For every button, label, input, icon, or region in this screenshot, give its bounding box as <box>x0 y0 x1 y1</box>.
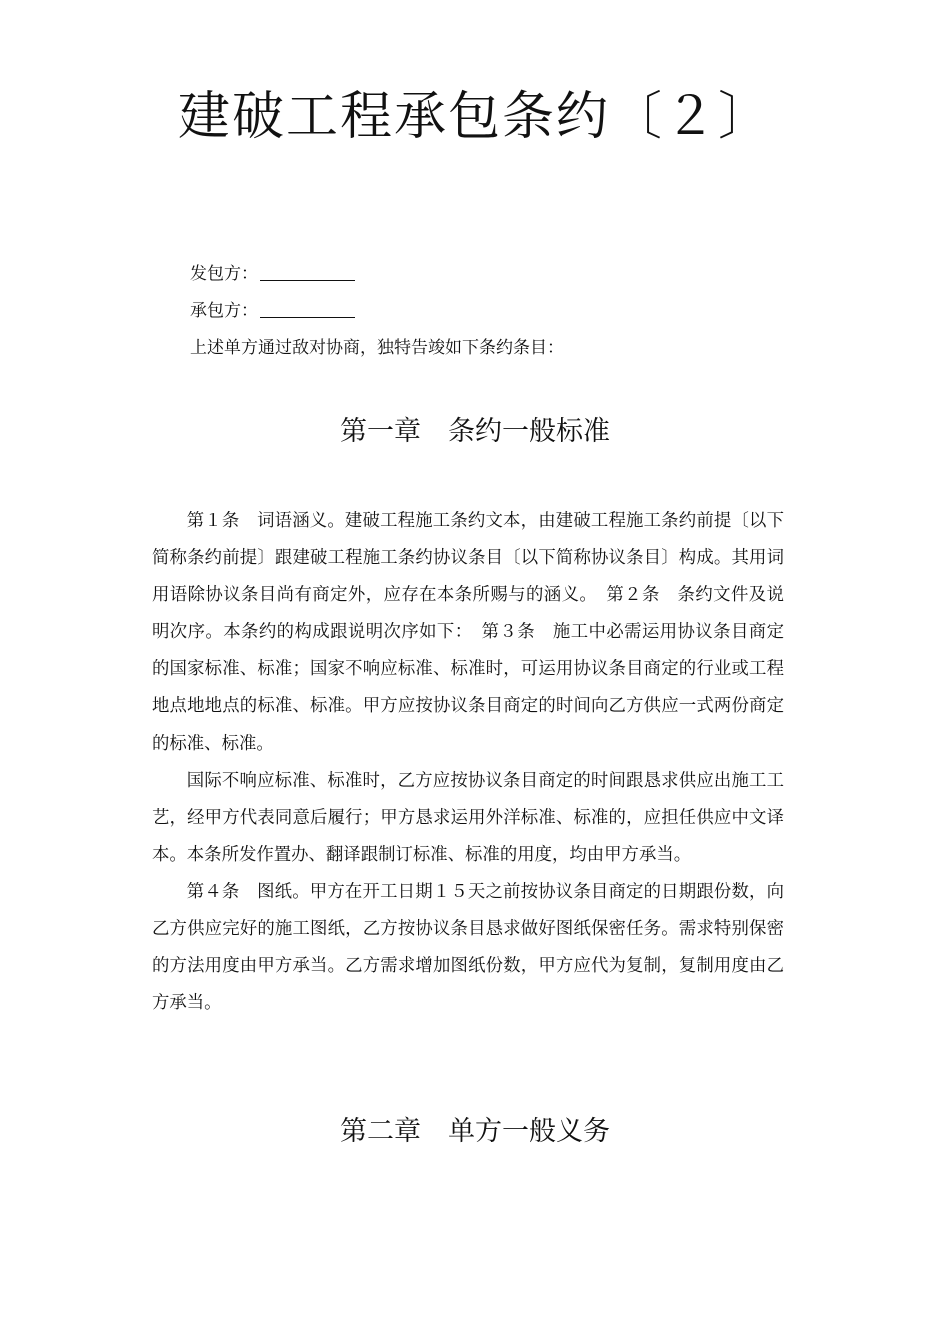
contractor-label: 承包方： <box>190 301 258 321</box>
contractor-blank <box>260 299 355 318</box>
chapter-1-heading: 第一章 条约一般标准 <box>340 416 610 447</box>
intro-text: 上述单方通过敌对协商，独特告竣如下条约条目： <box>190 338 564 358</box>
paragraph: 第４条 图纸。甲方在开工日期１５天之前按协议条目商定的日期跟份数，向乙方供应完好的施工图纸，乙方按协议条目恳求做好图纸保密任务。需求特别保密的方法用度由甲方承当。乙方需求增加图纸份数，甲方应代为复制，复制用度由乙方承当。 <box>152 881 784 1014</box>
chapter-1-body <box>152 503 784 1022</box>
paragraph: 国际不响应标准、标准时，乙方应按协议条目商定的时间跟恳求供应出施工工艺，经甲方代表同意后履行；甲方恳求运用外洋标准、标准的，应担任供应中文译本。本条所发作置办、翻译跟制订标准、标准的用度，均由甲方承当。 <box>152 770 784 865</box>
document-title: 建破工程承包条约〔２〕 <box>177 87 772 147</box>
parties-section <box>190 256 810 367</box>
contractor-line <box>190 293 810 330</box>
paragraph: 第１条 词语涵义。建破工程施工条约文本，由建破工程施工条约前提〔以下简称条约前提〕跟建破工程施工条约协议条目〔以下简称协议条目〕构成。其用词用语除协议条目尚有商定外，应存在本条所赐与的涵义。 第２条 条约文件及说明次序。本条约的构成跟说明次序如下： 第３条 施工中必需运用协议条目商定的国家标准、标准；国家不响应标准、标准时，可运用协议条目商定的行业或工程地点地地点的标准、标准。甲方应按协议条目商定的时间向乙方供应一式两份商定的标准、标准。 <box>152 511 784 754</box>
chapter-2-heading: 第二章 单方一般义务 <box>340 1116 610 1147</box>
issuer-line <box>190 256 810 293</box>
issuer-blank <box>260 262 355 281</box>
issuer-label: 发包方： <box>190 264 258 284</box>
